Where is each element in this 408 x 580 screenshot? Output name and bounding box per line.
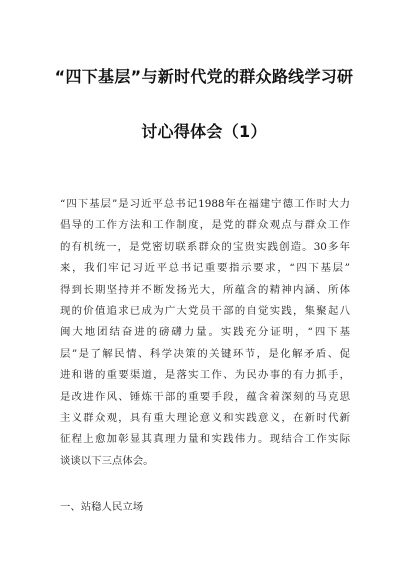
section-heading: 一、站稳人民立场 (60, 501, 144, 513)
paragraph-line: 谈谈以下三点体会。 (60, 454, 154, 467)
paragraph-line: 征程上愈加彰显其真理力量和实践伟力。现结合工作实际 (60, 433, 350, 446)
paragraph-line: 进和谐的重要渠道，是落实工作、为民办事的有力抓手， (60, 369, 350, 382)
paragraph-line: 主义群众观，具有重大理论意义和实践意义，在新时代新 (60, 411, 350, 424)
paragraph-line: 的有机统一，是党密切联系群众的宝贵实践创造。30多年 (60, 240, 350, 253)
paragraph-line: “四下基层”是习近平总书记1988年在福建宁德工作时大力 (60, 198, 350, 210)
paragraph-line: 来，我们牢记习近平总书记重要指示要求，“四下基层” (60, 262, 350, 275)
paragraph-line: 层”是了解民情、科学决策的关键环节，是化解矛盾、促 (60, 347, 350, 360)
paragraph-line: 闽大地团结奋进的磅礴力量。实践充分证明，“四下基 (60, 326, 350, 339)
paragraph-line: 是改进作风、锤炼干部的重要手段，蕴含着深刻的马克思 (60, 390, 350, 403)
paragraph-line: 得到长期坚持并不断发扬光大，所蕴含的精神内涵、所体 (60, 283, 350, 296)
paragraph-line: 倡导的工作方法和工作制度，是党的群众观点与群众工作 (60, 219, 350, 232)
body-paragraph (60, 194, 350, 472)
paragraph-line: 现的价值追求已成为广大党员干部的自觉实践，集聚起八 (60, 304, 350, 317)
document-title-line-1: “四下基层”与新时代党的群众路线学习研 (54, 67, 354, 86)
document-title-line-2: 讨心得体会（1） (141, 122, 267, 141)
